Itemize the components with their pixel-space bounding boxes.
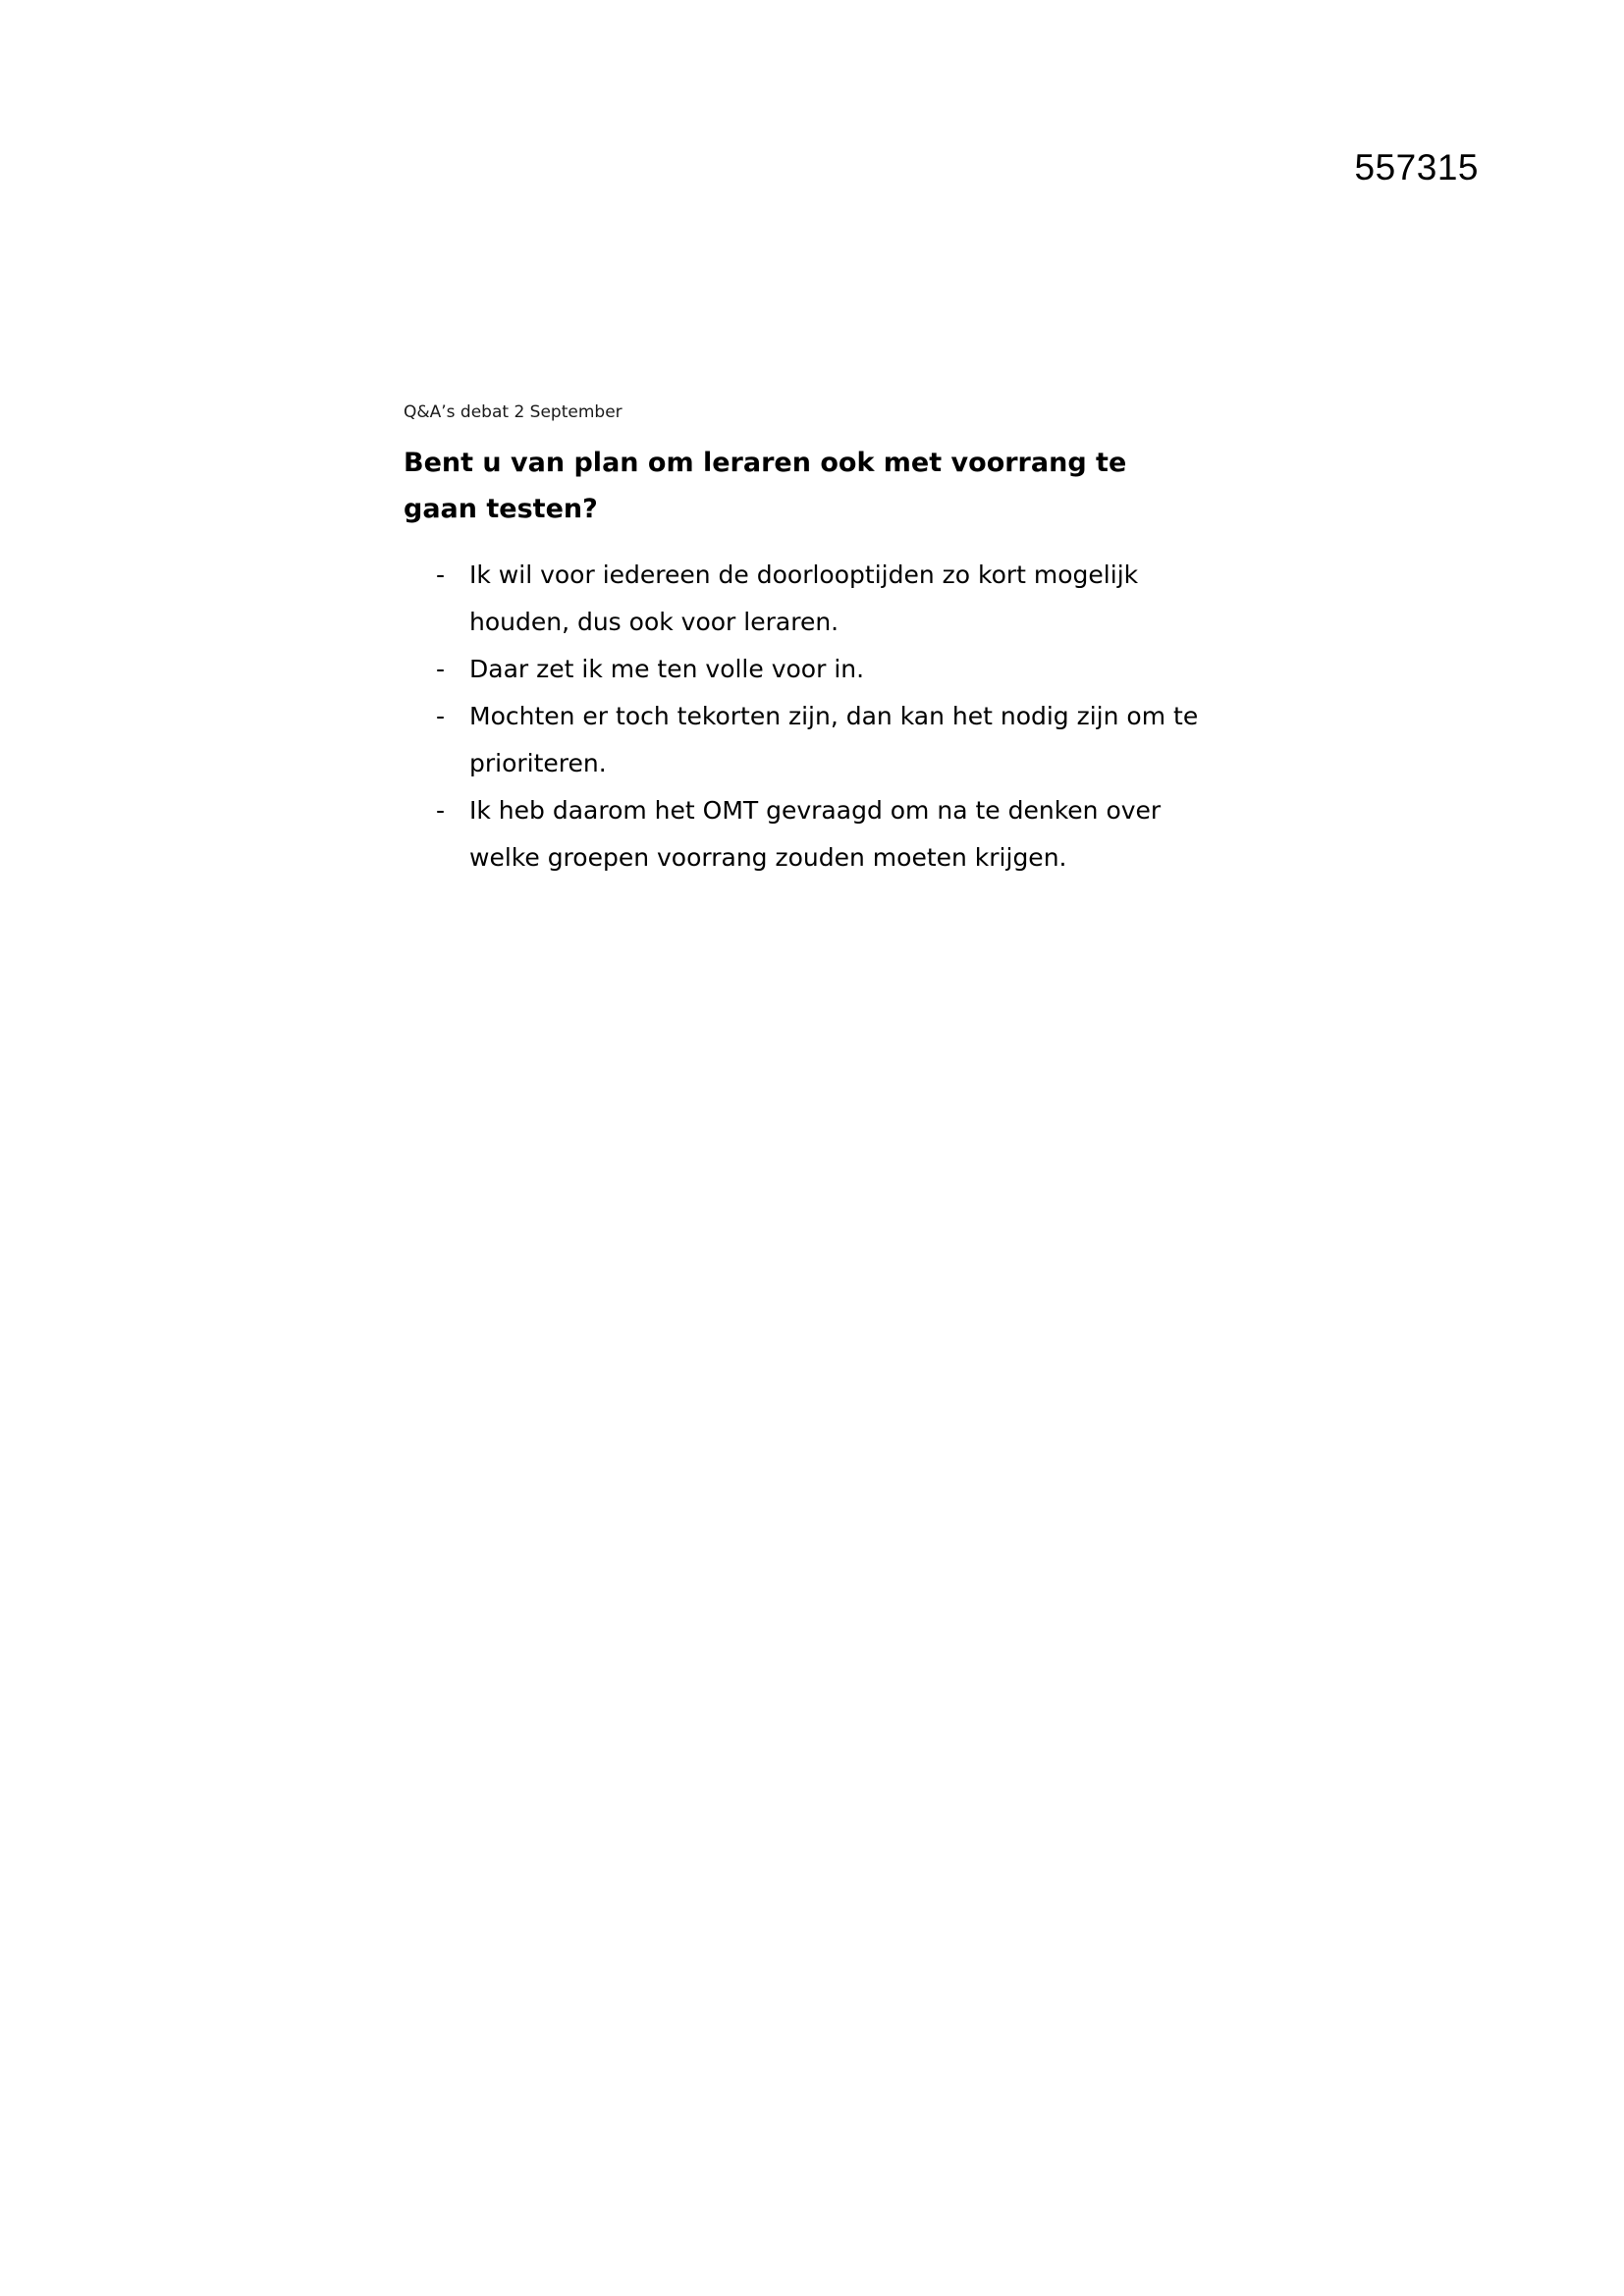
answer-text: Ik wil voor iedereen de doorlooptijden zo kort mogelijk houden, dus ook voor leraren. bbox=[469, 561, 1139, 636]
bullet-dash: - bbox=[436, 655, 446, 683]
question-heading: Bent u van plan om leraren ook met voorrang te gaan testen? bbox=[404, 448, 1127, 524]
bullet-dash: - bbox=[436, 702, 446, 730]
answer-item bbox=[404, 646, 1222, 693]
answer-item bbox=[404, 693, 1222, 787]
document-number: 557315 bbox=[1354, 147, 1479, 187]
document-body bbox=[404, 400, 1238, 881]
bullet-dash: - bbox=[436, 561, 446, 589]
answer-item bbox=[404, 787, 1222, 881]
document-subtitle: Q&A’s debat 2 September bbox=[404, 402, 623, 422]
answer-text: Daar zet ik me ten volle voor in. bbox=[469, 655, 865, 683]
answer-item bbox=[404, 552, 1222, 646]
answer-list bbox=[404, 552, 1238, 881]
answer-text: Mochten er toch tekorten zijn, dan kan het nodig zijn om te prioriteren. bbox=[469, 702, 1199, 777]
answer-text: Ik heb daarom het OMT gevraagd om na te denken over welke groepen voorrang zouden moeten krijgen. bbox=[469, 796, 1162, 872]
bullet-dash: - bbox=[436, 796, 446, 825]
